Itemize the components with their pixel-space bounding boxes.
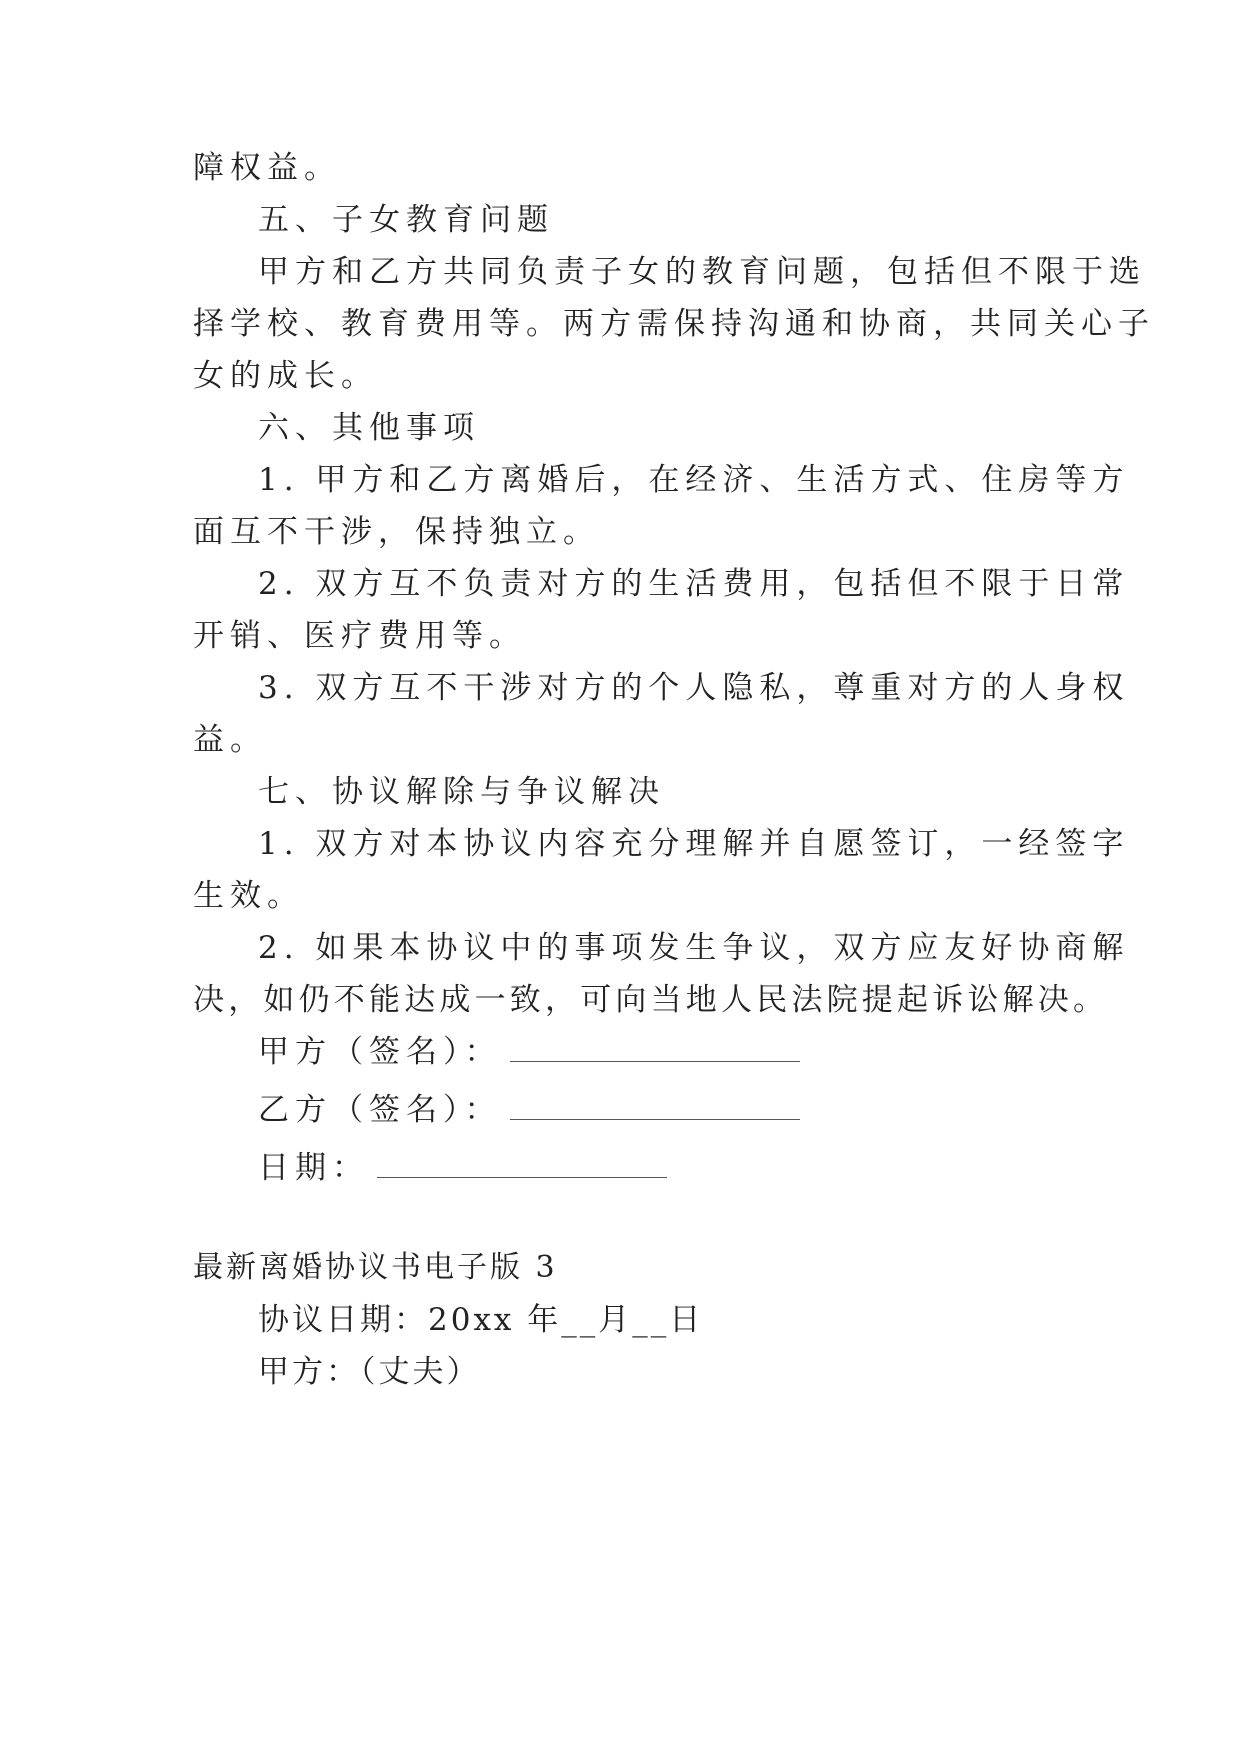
paragraph-line: 2. 如果本协议中的事项发生争议，双方应友好协商解 xyxy=(258,930,1130,966)
signature-label: 日期： xyxy=(258,1150,369,1186)
signature-blank-line xyxy=(377,1169,667,1178)
signature-party-a xyxy=(258,1032,800,1072)
agreement-date: 协议日期：20xx 年__月__日 xyxy=(258,1302,704,1338)
signature-party-b xyxy=(258,1090,800,1130)
paragraph-continuation: 障权益。 xyxy=(193,150,341,186)
section-title: 最新离婚协议书电子版 3 xyxy=(193,1250,558,1285)
section-heading-7: 七、协议解除与争议解决 xyxy=(258,774,665,810)
paragraph-line: 生效。 xyxy=(193,878,304,914)
paragraph-line: 1. 甲方和乙方离婚后，在经济、生活方式、住房等方 xyxy=(258,462,1130,498)
signature-label: 乙方（签名）： xyxy=(258,1092,502,1128)
paragraph-line: 甲方和乙方共同负责子女的教育问题，包括但不限于选 xyxy=(258,254,1146,290)
signature-date xyxy=(258,1148,667,1188)
paragraph-line: 2. 双方互不负责对方的生活费用，包括但不限于日常 xyxy=(258,566,1130,602)
signature-blank-line xyxy=(510,1053,800,1062)
section-heading-5: 五、子女教育问题 xyxy=(258,202,554,238)
signature-blank-line xyxy=(510,1111,800,1120)
paragraph-line: 择学校、教育费用等。两方需保持沟通和协商，共同关心子 xyxy=(193,306,1155,342)
paragraph-line: 3. 双方互不干涉对方的个人隐私，尊重对方的人身权 xyxy=(258,670,1130,706)
paragraph-line: 面互不干涉，保持独立。 xyxy=(193,514,600,550)
paragraph-line: 1. 双方对本协议内容充分理解并自愿签订，一经签字 xyxy=(258,826,1130,862)
paragraph-line: 开销、医疗费用等。 xyxy=(193,618,526,654)
paragraph-line: 女的成长。 xyxy=(193,358,378,394)
party-a-line: 甲方：（丈夫） xyxy=(258,1354,481,1390)
paragraph-line: 决，如仍不能达成一致，可向当地人民法院提起诉讼解决。 xyxy=(193,982,1109,1018)
section-heading-6: 六、其他事项 xyxy=(258,410,480,446)
signature-label: 甲方（签名）： xyxy=(258,1034,502,1070)
paragraph-line: 益。 xyxy=(193,722,267,758)
